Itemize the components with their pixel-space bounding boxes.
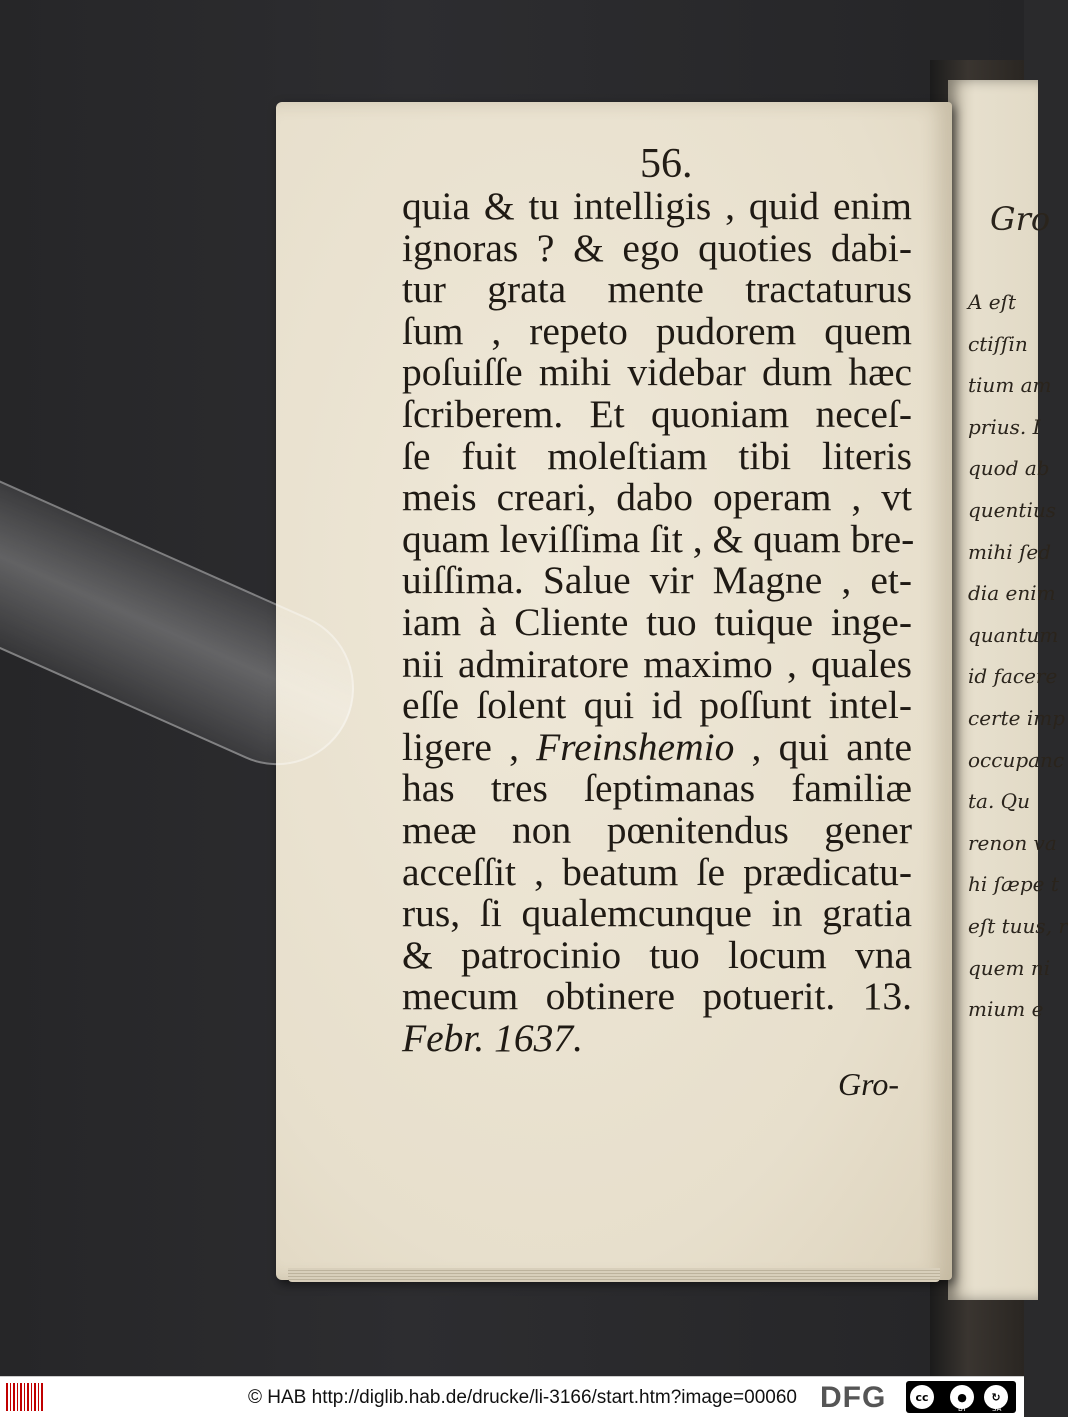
hab-logo-icon bbox=[6, 1383, 44, 1411]
text-line: ſcriberem. Et quoniam neceſ- bbox=[402, 391, 912, 436]
page-number: 56. bbox=[640, 141, 693, 187]
text-line: eſſe ſolent qui id poſſunt intel- bbox=[402, 683, 912, 728]
facing-page-line: mihi ſed bbox=[968, 539, 1052, 564]
by-person-icon: ● bbox=[950, 1385, 974, 1409]
facing-page-line: dia enim bbox=[968, 581, 1056, 606]
facing-page-line: renon va bbox=[968, 830, 1057, 855]
share-alike-icon: ↻ bbox=[984, 1385, 1008, 1409]
text-line: has tres ſeptimanas familiæ bbox=[402, 766, 912, 811]
text-line: quam leviſſima ſit , & quam bre- bbox=[402, 516, 915, 561]
facing-page-line: quod ab bbox=[968, 456, 1050, 481]
text-line: meæ non pœnitendus gener bbox=[402, 807, 912, 852]
page-edges bbox=[288, 1268, 940, 1282]
text-line: acceſſit , beatum ſe prædicatu- bbox=[402, 849, 912, 894]
name-freinshemio: Freinshemio bbox=[536, 724, 735, 769]
text-line: nii admiratore maximo , quales bbox=[402, 641, 912, 686]
license-by-label: BY bbox=[958, 1405, 967, 1413]
text-line: meis creari, dabo operam , vt bbox=[402, 475, 912, 520]
text-line: iam à Cliente tuo tuique inge- bbox=[402, 599, 912, 644]
facing-page-line: A eſt bbox=[968, 290, 1017, 314]
facing-page-line: ctiſſin bbox=[968, 331, 1028, 356]
viewer-footer bbox=[0, 1376, 1024, 1417]
text-line: ſe fuit moleſtiam tibi literis bbox=[402, 433, 912, 478]
text-line: quia & tu intelligis , quid enim bbox=[402, 184, 912, 228]
text-line: poſuiſſe mihi videbar dum hæc bbox=[402, 350, 912, 395]
facing-page bbox=[948, 80, 1038, 1300]
facing-page-line: occupanc bbox=[968, 747, 1065, 772]
license-sa-label: SA bbox=[992, 1405, 1002, 1413]
page-text bbox=[402, 184, 915, 1060]
facing-page-line: hi ſæpe t bbox=[968, 872, 1059, 897]
text-line: uiſſima. Salue vir Magne , et- bbox=[402, 558, 912, 603]
source-credit: © HAB http://diglib.hab.de/drucke/li-3166/start.htm?image=00060 bbox=[248, 1387, 797, 1408]
facing-page-header: Gro bbox=[990, 200, 1051, 238]
catchword: Gro- bbox=[838, 1066, 900, 1102]
facing-page-line: id facere bbox=[968, 664, 1058, 689]
facing-page-line: quantum bbox=[968, 622, 1059, 647]
text-line: & patrocinio tuo locum vna bbox=[402, 932, 912, 977]
facing-page-line: ta. Qu bbox=[968, 789, 1030, 814]
cc-icon: cc bbox=[910, 1385, 934, 1409]
cc-license-badge[interactable] bbox=[906, 1381, 1016, 1413]
text-line: mecum obtinere potuerit. 13. bbox=[402, 974, 912, 1019]
facing-page-line: mium e bbox=[968, 997, 1044, 1022]
text-line: ligere , Freinshemio , qui ante bbox=[402, 724, 912, 769]
text-line: ſum , repeto pudorem quem bbox=[402, 308, 912, 353]
dfg-logo: DFG bbox=[820, 1381, 887, 1414]
text-line: rus, ſi qualemcunque in gratia bbox=[402, 891, 912, 936]
text-line: ignoras ? & ego quoties dabi- bbox=[402, 225, 912, 270]
facing-page-line: quem ni bbox=[968, 955, 1051, 980]
text-line-date: Febr. 1637. bbox=[402, 1015, 584, 1060]
facing-page-line: quentius bbox=[968, 498, 1056, 522]
facing-page-line: certe imp bbox=[968, 706, 1065, 730]
facing-page-line: prius. I bbox=[968, 414, 1041, 439]
text-line: tur grata mente tractaturus bbox=[402, 267, 912, 312]
facing-page-line: tium am bbox=[968, 373, 1052, 398]
facing-page-line: eſt tuus, r bbox=[968, 914, 1068, 938]
